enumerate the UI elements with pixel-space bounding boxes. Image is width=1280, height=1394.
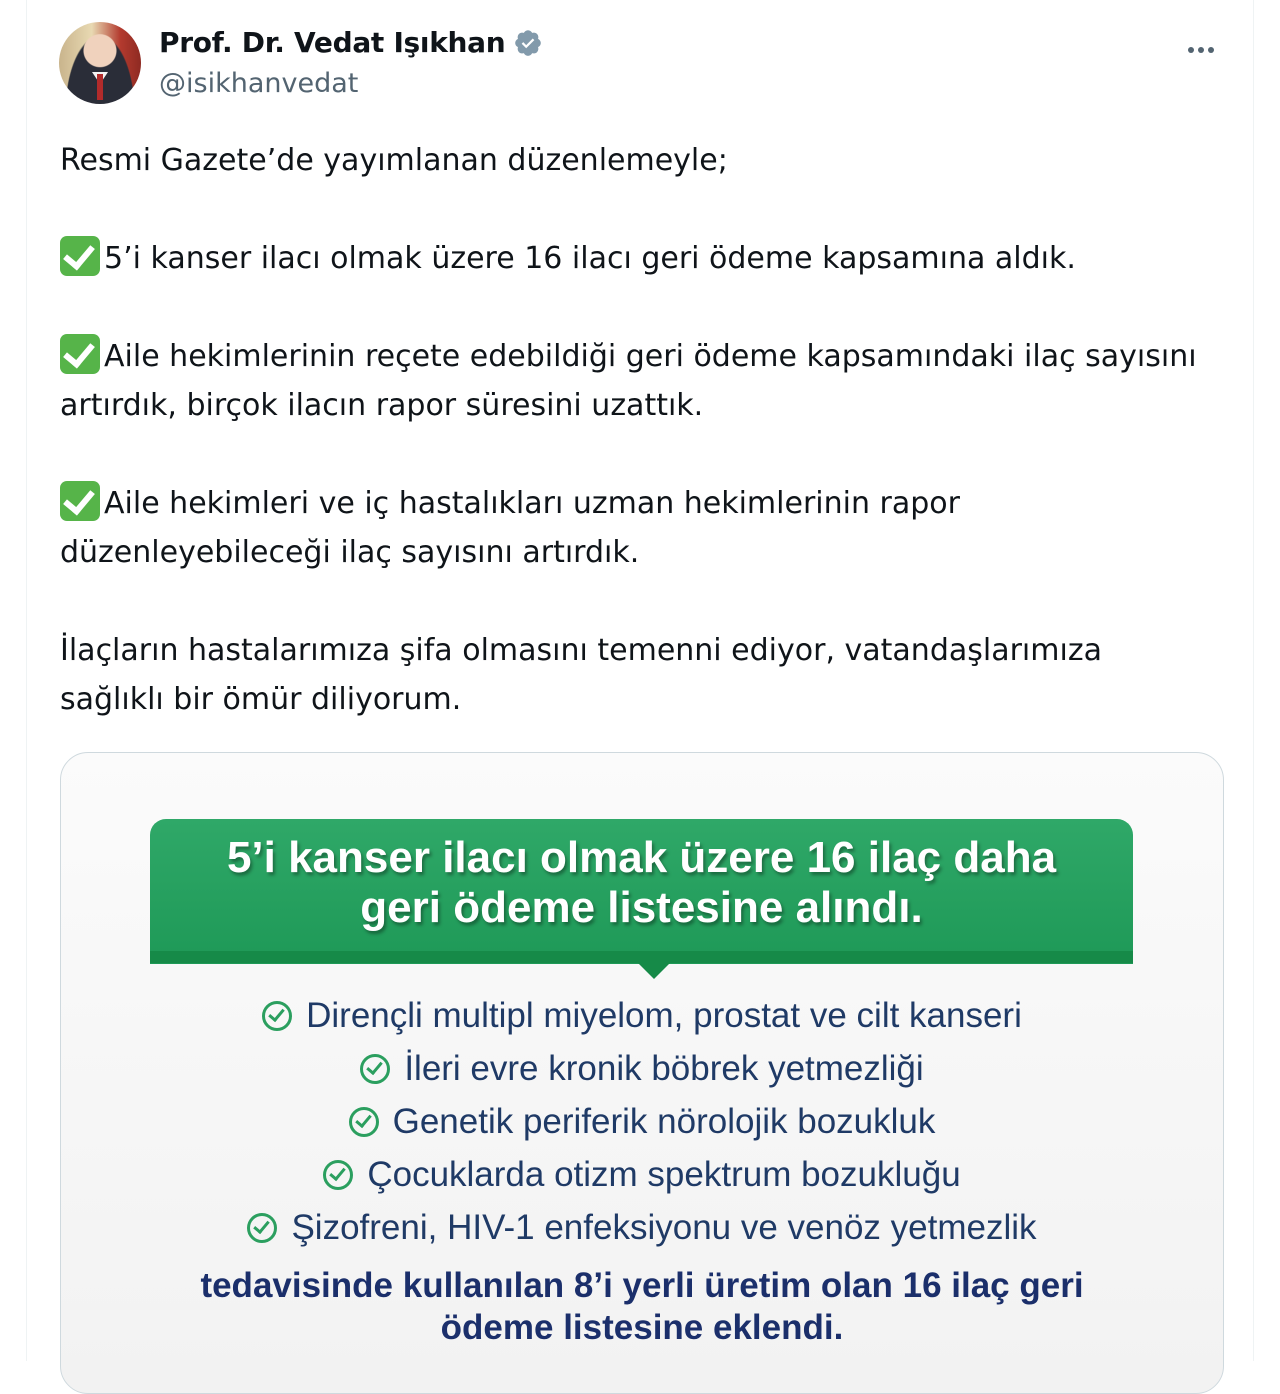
check-mark-icon (60, 481, 100, 521)
author-handle[interactable]: @isikhanvedat (159, 68, 359, 99)
circle-check-icon (247, 1213, 277, 1243)
circle-check-icon (262, 1001, 292, 1031)
list-item-text: Dirençli multipl miyelom, prostat ve cilt kanseri (306, 995, 1022, 1035)
tweet-bullet-text: Aile hekimleri ve iç hastalıkları uzman hekimlerinin rapor düzenleyebileceği ilaç sayısını artırdık. (60, 486, 960, 570)
more-options-icon[interactable] (1181, 30, 1221, 70)
list-item (61, 1201, 1223, 1254)
tweet-header (59, 20, 1229, 110)
avatar-tie (97, 74, 103, 100)
infographic-footer (61, 1265, 1223, 1349)
more-dot (1208, 47, 1214, 53)
avatar[interactable] (59, 22, 141, 104)
tweet-text (60, 136, 1200, 724)
infographic-footer-line: ödeme listesine eklendi. (440, 1308, 844, 1347)
list-item (61, 989, 1223, 1042)
check-mark-icon (60, 236, 100, 276)
list-item-text: Şizofreni, HIV-1 enfeksiyonu ve venöz yetmezlik (291, 1207, 1037, 1247)
infographic-title (150, 833, 1133, 933)
circle-check-icon (360, 1054, 390, 1084)
tweet-intro: Resmi Gazete’de yayımlanan düzenlemeyle; (60, 143, 728, 178)
banner-pointer (636, 961, 672, 979)
list-item (61, 1095, 1223, 1148)
infographic-item-list (61, 989, 1223, 1254)
circle-check-icon (349, 1107, 379, 1137)
list-item-text: Çocuklarda otizm spektrum bozukluğu (367, 1154, 961, 1194)
list-item (61, 1148, 1223, 1201)
verified-badge-icon (513, 28, 543, 58)
tweet-closing: İlaçların hastalarımıza şifa olmasını temenni ediyor, vatandaşlarımıza sağlıklı bir ömür diliyorum. (60, 633, 1102, 717)
tweet-media-image[interactable] (60, 752, 1224, 1394)
tweet-bullet (60, 332, 1200, 430)
list-item (61, 1042, 1223, 1095)
tweet-bullet-text: 5’i kanser ilacı olmak üzere 16 ilacı geri ödeme kapsamına aldık. (104, 241, 1076, 276)
list-item-text: İleri evre kronik böbrek yetmezliği (404, 1048, 924, 1088)
tweet-bullet-text: Aile hekimlerinin reçete edebildiği geri ödeme kapsamındaki ilaç sayısını artırdık, birçok ilacın rapor süresini uzattık. (60, 339, 1197, 423)
circle-check-icon (323, 1160, 353, 1190)
tweet-bullet (60, 234, 1200, 283)
check-mark-icon (60, 334, 100, 374)
more-dot (1188, 47, 1194, 53)
author-name-row (159, 26, 543, 59)
author-display-name[interactable]: Prof. Dr. Vedat Işıkhan (159, 26, 506, 59)
tweet-card (26, 0, 1254, 1361)
more-dot (1198, 47, 1204, 53)
tweet-bullet (60, 479, 1200, 577)
infographic-title-line: 5’i kanser ilacı olmak üzere 16 ilaç daha (226, 833, 1057, 882)
infographic-title-line: geri ödeme listesine alındı. (360, 883, 923, 932)
list-item-text: Genetik periferik nörolojik bozukluk (392, 1101, 936, 1141)
infographic-footer-line: tedavisinde kullanılan 8’i yerli üretim olan 16 ilaç geri (200, 1266, 1084, 1305)
